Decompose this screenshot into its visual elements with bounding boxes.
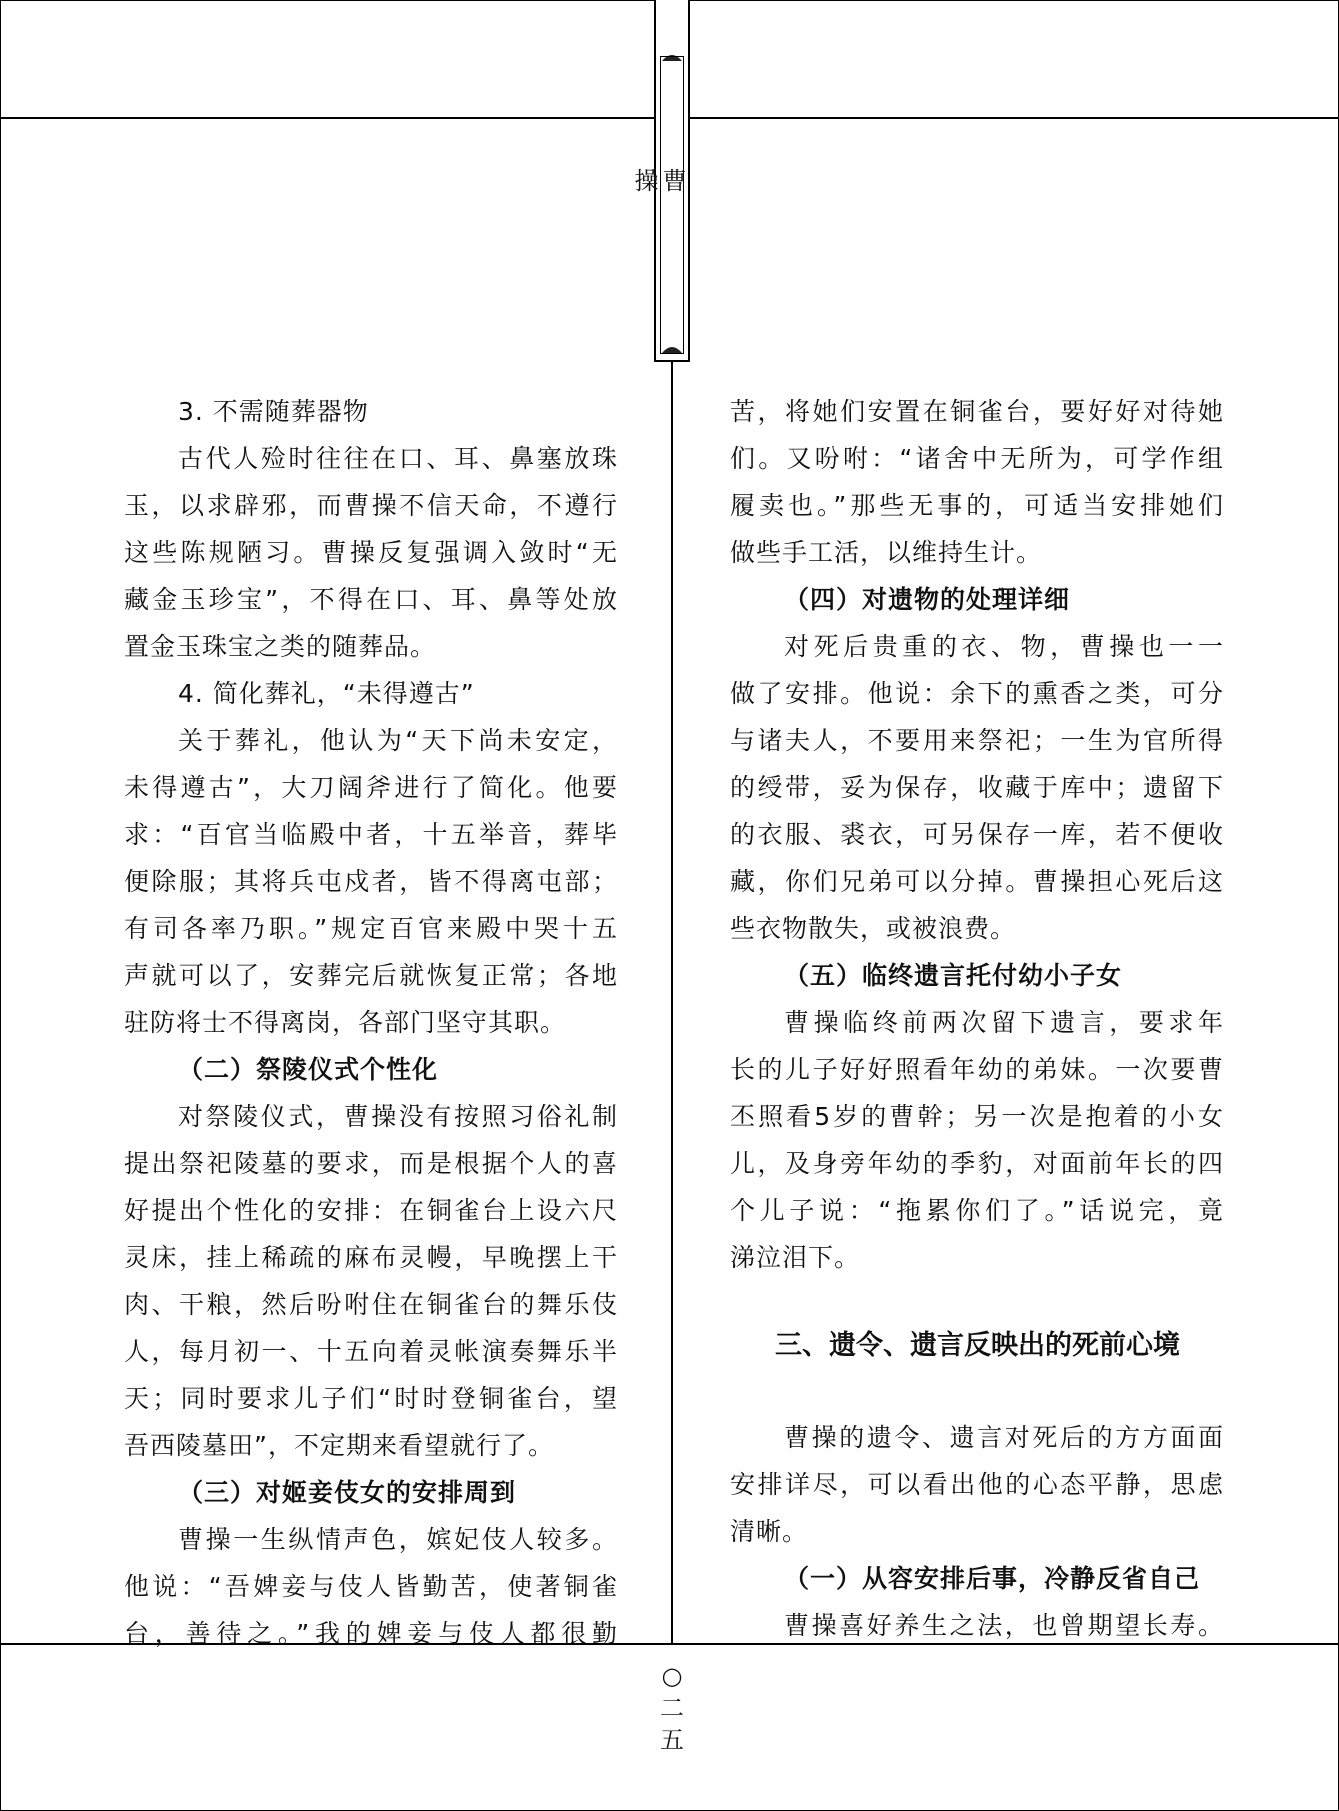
page-number-char: 五 [660,1726,684,1754]
page-number-char: 二 [660,1694,684,1722]
text-line: 个儿子说：“拖累你们了。”话说完，竟 [730,1196,1224,1225]
text-line: 这些陈规陋习。曹操反复强调入敛时“无 [124,538,618,567]
text-line: 4. 简化葬礼，“未得遵古” [178,679,475,708]
text-line: 便除服；其将兵屯戍者，皆不得离屯部； [124,867,618,896]
text-line: 些衣物散失，或被浪费。 [730,914,1017,943]
text-line: 提出祭祀陵墓的要求，而是根据个人的喜 [124,1149,618,1178]
title-scroll-banner [630,0,690,362]
subsection-heading: （一）从容安排后事，冷静反省自己 [784,1564,1201,1593]
text-line: 天；同时要求儿子们“时时登铜雀台，望 [124,1384,618,1413]
text-line: 们。又吩咐：“诸舍中无所为，可学作组 [730,444,1224,473]
header-rule-left [0,117,655,119]
text-line: 古代人殓时往往在口、耳、鼻塞放珠 [178,444,618,473]
subsection-heading: （五）临终遗言托付幼小子女 [784,961,1123,990]
text-line: 灵床，挂上稀疏的麻布灵幔，早晚摆上干 [124,1243,618,1272]
scroll-ornament-icon [661,344,683,354]
text-line: 丕照看5岁的曹幹；另一次是抱着的小女 [730,1102,1224,1131]
book-title-char: 操 [630,168,658,212]
text-line: 玉，以求辟邪，而曹操不信天命，不遵行 [124,491,618,520]
text-line: 儿，及身旁年幼的季豹，对面前年长的四 [730,1149,1224,1178]
text-line: 对死后贵重的衣、物，曹操也一一 [784,632,1224,661]
text-line: 有司各率乃职。”规定百官来殿中哭十五 [124,914,618,943]
text-line: 清晰。 [730,1517,809,1546]
text-line: 台，善待之。”我的婢妾与伎人都很勤 [124,1619,618,1648]
text-line: 藏，你们兄弟可以分掉。曹操担心死后这 [730,867,1224,896]
text-line: 履卖也。”那些无事的，可适当安排她们 [730,491,1224,520]
text-line: 做些手工活，以维持生计。 [730,538,1043,567]
right-column-bottom [730,1414,1224,1649]
subsection-heading: （二）祭陵仪式个性化 [178,1055,439,1084]
right-column-top [730,388,1224,1281]
text-line: 藏金玉珍宝”，不得在口、耳、鼻等处放 [124,585,618,614]
text-line: 置金玉珠宝之类的随葬品。 [124,632,437,661]
text-line: 未得遵古”，大刀阔斧进行了简化。他要 [124,773,618,802]
text-line: 肉、干粮，然后吩咐住在铜雀台的舞乐伎 [124,1290,618,1319]
text-line: 他说：“吾婢妾与伎人皆勤苦，使著铜雀 [124,1572,618,1601]
text-line: 安排详尽，可以看出他的心态平静，思虑 [730,1470,1224,1499]
text-line: 曹操喜好养生之法，也曾期望长寿。 [784,1611,1224,1640]
header-rule-right [689,117,1339,119]
text-line: 人，每月初一、十五向着灵帐演奏舞乐半 [124,1337,618,1366]
text-line: 与诸夫人，不要用来祭祀；一生为官所得 [730,726,1224,755]
page-number [660,1660,684,1756]
text-line: 长的儿子好好照看年幼的弟妹。一次要曹 [730,1055,1224,1084]
text-line: 3. 不需随葬器物 [178,397,369,426]
text-line: 关于葬礼，他认为“天下尚未安定， [178,726,618,755]
right-text-column [730,388,1224,1649]
text-line: 曹操的遗令、遗言对死后的方方面面 [784,1423,1224,1452]
left-text-column [124,388,618,1657]
book-title-char: 曹 [658,168,686,212]
section-heading: 三、遗令、遗言反映出的死前心境 [775,1330,1180,1361]
text-line: 驻防将士不得离岗，各部门坚守其职。 [124,1008,567,1037]
text-line: 的绶带，妥为保存，收藏于库中；遗留下 [730,773,1224,802]
subsection-heading: （三）对姬妾伎女的安排周到 [178,1478,517,1507]
text-line: 对祭陵仪式，曹操没有按照习俗礼制 [178,1102,618,1131]
page-number-char: ○ [661,1662,683,1690]
text-line: 做了安排。他说：余下的熏香之类，可分 [730,679,1224,708]
text-line: 曹操临终前两次留下遗言，要求年 [784,1008,1224,1037]
text-line: 求：“百官当临殿中者，十五举音，葬毕 [124,820,618,849]
text-line: 好提出个性化的安排：在铜雀台上设六尺 [124,1196,618,1225]
text-line: 的衣服、裘衣，可另保存一库，若不便收 [730,820,1224,849]
text-line: 苦，将她们安置在铜雀台，要好好对待她 [730,397,1224,426]
text-line: 声就可以了，安葬完后就恢复正常；各地 [124,961,618,990]
text-line: 吾西陵墓田”，不定期来看望就行了。 [124,1431,554,1460]
book-title-vertical [630,168,686,212]
subsection-heading: （四）对遗物的处理详细 [784,585,1071,614]
text-line: 曹操一生纵情声色，嫔妃伎人较多。 [178,1525,618,1554]
column-divider [671,362,673,1643]
text-line: 涕泣泪下。 [730,1243,861,1272]
